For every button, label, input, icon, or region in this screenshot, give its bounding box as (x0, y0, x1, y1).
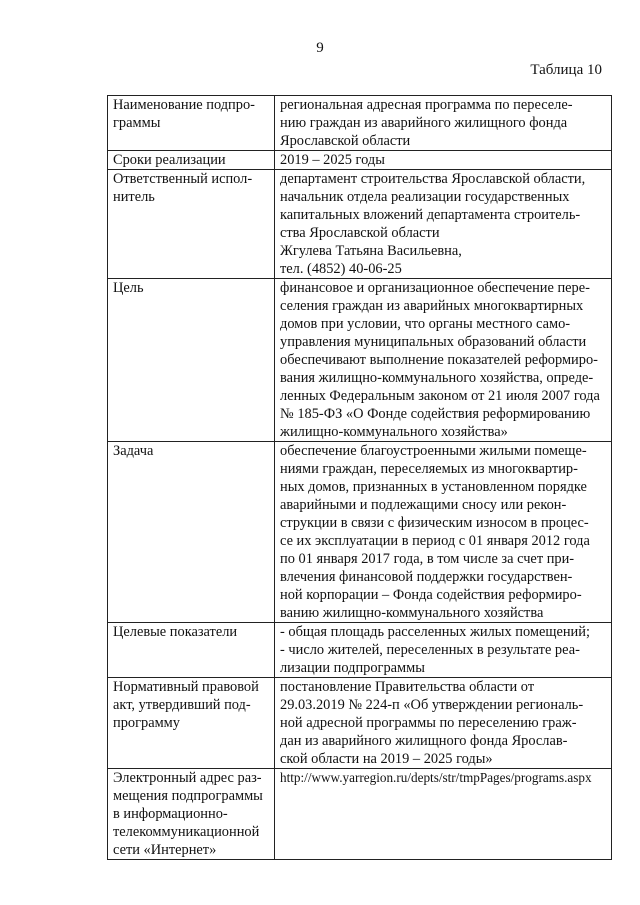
row-value-line: обеспечение благоустроенными жилыми помеще- (280, 443, 587, 459)
row-value-line: ной корпорации – Фонда содействия реформиро- (280, 587, 582, 603)
row-value-line: управления муниципальных образований области (280, 334, 587, 350)
row-label-line: Задача (113, 443, 154, 459)
row-value-line: обеспечивают выполнение показателей реформиро- (280, 352, 598, 368)
row-value-line: ленных Федеральным законом от 21 июля 2007 года (280, 388, 600, 404)
row-value-line: по 01 января 2017 года, в том числе за счет при- (280, 551, 575, 567)
row-value-line: ной адресной программы по переселению граж- (280, 715, 577, 731)
row-value-line: лизации подпрограммы (280, 660, 425, 676)
row-label-line: Электронный адрес раз- (113, 770, 262, 786)
row-label-cell (108, 769, 275, 860)
row-value-line: влечения финансовой поддержки государствен- (280, 569, 573, 585)
row-value-line: тел. (4852) 40-06-25 (280, 261, 402, 277)
row-value-cell (275, 442, 612, 623)
row-target-indicators (108, 623, 612, 678)
row-label-line: Сроки реализации (113, 152, 226, 168)
row-value-cell (275, 279, 612, 442)
row-label-line: в информационно- (113, 806, 228, 822)
row-label-line: граммы (113, 115, 161, 131)
row-value-line: жилищно-коммунального хозяйства» (280, 424, 508, 440)
subprogram-url-text: http://www.yarregion.ru/depts/str/tmpPages/programs.aspx (280, 770, 592, 785)
row-value-line: 2019 – 2025 годы (280, 152, 385, 168)
row-value-line: региональная адресная программа по переселе- (280, 97, 573, 113)
subprogram-passport-table (107, 95, 612, 860)
row-value-line: Жгулева Татьяна Васильевна, (280, 243, 462, 259)
row-task (108, 442, 612, 623)
row-value-line: ской области на 2019 – 2025 годы» (280, 751, 493, 767)
row-label-cell (108, 96, 275, 151)
row-goal (108, 279, 612, 442)
row-internet-address (108, 769, 612, 860)
row-value-line: постановление Правительства области от (280, 679, 535, 695)
row-value-line: дан из аварийного жилищного фонда Ярослав- (280, 733, 568, 749)
row-label-line: Цель (113, 280, 144, 296)
row-label-cell (108, 442, 275, 623)
row-value-cell (275, 623, 612, 678)
row-label-cell (108, 279, 275, 442)
row-value-line: вания жилищно-коммунального хозяйства, опреде- (280, 370, 594, 386)
row-normative-act (108, 678, 612, 769)
row-value-line: капитальных вложений департамента строитель- (280, 207, 581, 223)
row-value-line: се их эксплуатации в период с 01 января 2012 года (280, 533, 590, 549)
row-label-line: Наименование подпро- (113, 97, 255, 113)
row-value-line: начальник отдела реализации государственных (280, 189, 570, 205)
row-value-line: аварийными и подлежащими сносу или рекон- (280, 497, 567, 513)
row-label-cell (108, 678, 275, 769)
row-value-line: финансовое и организационное обеспечение пере- (280, 280, 590, 296)
row-value-line: департамент строительства Ярославской области, (280, 171, 586, 187)
row-value-cell (275, 96, 612, 151)
row-value-line: 29.03.2019 № 224-п «Об утверждении региональ- (280, 697, 584, 713)
row-value-line: струкции в связи с физическим износом в процес- (280, 515, 589, 531)
row-label-line: сети «Интернет» (113, 842, 217, 858)
row-value-line: - общая площадь расселенных жилых помещений; (280, 624, 590, 640)
row-value-line: Ярославской области (280, 133, 411, 149)
row-implementation-period (108, 151, 612, 170)
table-caption: Таблица 10 (530, 62, 602, 78)
table-body (108, 96, 612, 860)
row-value-cell (275, 769, 612, 860)
row-subprogram-name (108, 96, 612, 151)
page-number: 9 (316, 40, 324, 56)
row-label-line: нитель (113, 189, 155, 205)
row-label-cell (108, 623, 275, 678)
row-value-line: ниями граждан, переселяемых из многоквартир- (280, 461, 578, 477)
row-value-line: селения граждан из аварийных многоквартирных (280, 298, 584, 314)
row-value-line: ства Ярославской области (280, 225, 440, 241)
row-value-cell (275, 151, 612, 170)
row-label-line: акт, утвердивший под- (113, 697, 251, 713)
row-responsible-executor (108, 170, 612, 279)
row-label-line: мещения подпрограммы (113, 788, 263, 804)
row-label-cell (108, 151, 275, 170)
row-label-cell (108, 170, 275, 279)
row-label-line: телекоммуникационной (113, 824, 260, 840)
row-value-cell (275, 170, 612, 279)
row-label-line: программу (113, 715, 180, 731)
row-value-line: ванию жилищно-коммунального хозяйства (280, 605, 544, 621)
row-value-line: нию граждан из аварийного жилищного фонда (280, 115, 568, 131)
row-value-line: - число жителей, переселенных в результате реа- (280, 642, 580, 658)
row-value-line: № 185-ФЗ «О Фонде содействия реформированию (280, 406, 591, 422)
row-label-line: Нормативный правовой (113, 679, 259, 695)
row-value-cell (275, 678, 612, 769)
row-value-line: домов при условии, что органы местного само- (280, 316, 571, 332)
row-label-line: Ответственный испол- (113, 171, 253, 187)
row-label-line: Целевые показатели (113, 624, 238, 640)
row-value-line: ных домов, признанных в установленном порядке (280, 479, 587, 495)
